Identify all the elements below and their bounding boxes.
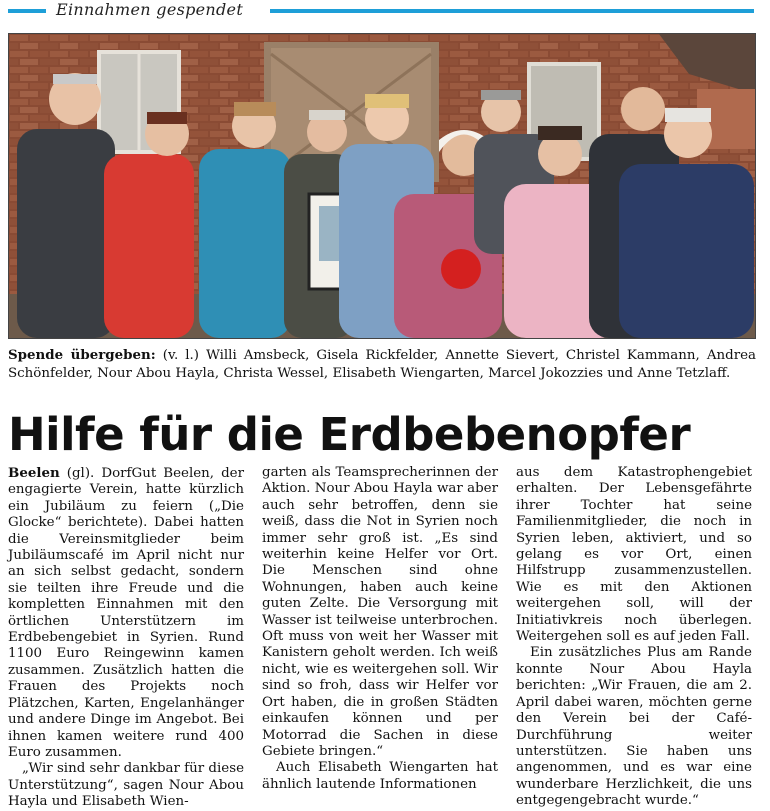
kicker-rule-left	[8, 9, 46, 13]
group-photo	[8, 33, 756, 339]
kicker: Einnahmen gespendet	[56, 0, 244, 19]
caption-text: (v. l.) Willi Amsbeck, Gisela Rickfelder, Annette Sievert, Christel Kammann, Andrea Schönfelder, Nour Abou Hayla, Christa Wessel, Elisabeth Wiengarten, Marcel Jokozzies und Anne Tetzlaff.	[8, 348, 756, 381]
paragraph: aus dem Katastrophengebiet erhalten. Der Lebensgefährte ihrer Tochter hat seine Familienmitglieder, die noch in Syrien leben, aktiviert, und so gelang es vor Ort, einen Hilfstrupp zusammenzustellen. Wie es mit den Aktionen weitergehen soll, will der Initiativkreis noch überlegen. Weitergehen soll es auf jeden Fall.	[516, 465, 752, 645]
dateline: Beelen	[8, 465, 60, 481]
photo-caption	[8, 346, 756, 383]
paragraph	[8, 465, 244, 761]
headline: Hilfe für die Erdbebenopfer	[8, 408, 691, 461]
caption-label: Spende übergeben:	[8, 347, 156, 363]
paragraph: Ein zusätzliches Plus am Rande konnte Nour Abou Hayla berichten: „Wir Frauen, die am 2. April dabei waren, möchten gerne den Verein bei der Café-Durchführung weiter unterstützen. Sie haben uns angenommen, und es war eine wunderbare Herzlichkeit, die uns entgegengebracht wurde.“	[516, 645, 752, 809]
article-column-2	[262, 465, 498, 793]
kicker-rule-right	[270, 9, 754, 13]
article-column-3	[516, 465, 752, 810]
paragraph: Auch Elisabeth Wiengarten hat ähnlich lautende Informationen	[262, 760, 498, 792]
kicker-row	[0, 0, 770, 22]
article-column-1	[8, 465, 244, 811]
paragraph: „Wir sind sehr dankbar für diese Unterstützung“, sagen Nour Abou Hayla und Elisabeth Wien-	[8, 761, 244, 810]
paragraph-text: (gl). DorfGut Beelen, der engagierte Verein, hatte kürzlich ein Jubiläum zu feiern („Die Glocke“ berichtete). Dabei hatten die Vereinsmitglieder beim Jubiläumscafé im April nicht nur an sich selbst gedacht, sondern sie teilten ihre Freude und die kompletten Einnahmen mit den örtlichen Unterstützern im Erdbebengebiet in Syrien. Rund 1100 Euro Reingewinn kamen zusammen. Zusätzlich hatten die Frauen des Projekts noch Plätzchen, Karten, Engelanhänger und andere Dinge im Angebot. Bei ihnen kamen weitere rund 400 Euro zusammen.	[8, 466, 244, 760]
paragraph: garten als Teamsprecherinnen der Aktion. Nour Abou Hayla war aber auch sehr betroffen, denn sie weiß, dass die Not in Syrien noch immer sehr groß ist. „Es sind weiterhin keine Helfer vor Ort. Die Menschen sind ohne Wohnungen, haben auch keine guten Zelte. Die Versorgung mit Wasser ist teilweise unterbrochen. Oft muss von weit her Wasser mit Kanistern geholt werden. Ich weiß nicht, wie es weitergehen soll. Wir sind so froh, dass wir Helfer vor Ort haben, die in großen Städten einkaufen können und per Motorrad die Sachen in diese Gebiete bringen.“	[262, 465, 498, 759]
